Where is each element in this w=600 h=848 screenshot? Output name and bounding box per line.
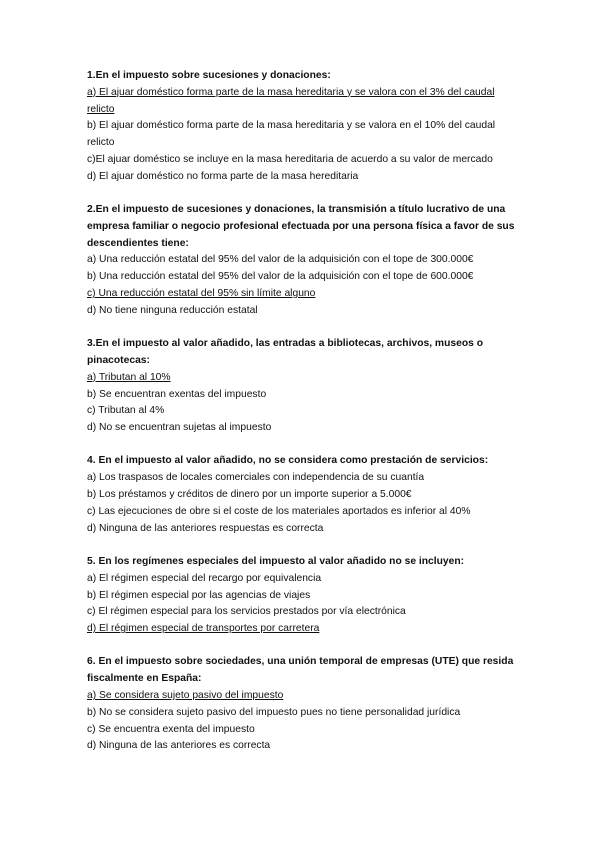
- question-4: [87, 453, 517, 537]
- option-c: c) Las ejecuciones de obre si el coste de los materiales aportados es inferior al 40%: [87, 505, 471, 517]
- question-1: [87, 68, 517, 186]
- question-title: 6. En el impuesto sobre sociedades, una unión temporal de empresas (UTE) que resida fiscalmente en España:: [87, 656, 514, 685]
- option-c: c) Una reducción estatal del 95% sin límite alguno: [87, 288, 316, 300]
- question-6: [87, 654, 517, 755]
- option-d: d) Ninguna de las anteriores respuestas es correcta: [87, 522, 324, 534]
- option-a: a) El régimen especial del recargo por equivalencia: [87, 572, 322, 584]
- option-c: c) Se encuentra exenta del impuesto: [87, 723, 255, 735]
- option-a: a) Tributan al 10%: [87, 371, 171, 383]
- option-a: a) El ajuar doméstico forma parte de la masa hereditaria y se valora con el 3% del caudal relicto: [87, 86, 495, 115]
- option-d: d) El ajuar doméstico no forma parte de la masa hereditaria: [87, 170, 359, 182]
- question-title: 5. En los regímenes especiales del impuesto al valor añadido no se incluyen:: [87, 555, 465, 567]
- option-c: c)El ajuar doméstico se incluye en la masa hereditaria de acuerdo a su valor de mercado: [87, 153, 493, 165]
- option-b: b) No se considera sujeto pasivo del impuesto pues no tiene personalidad jurídica: [87, 706, 461, 718]
- question-5: [87, 554, 517, 638]
- option-b: b) El régimen especial por las agencias de viajes: [87, 589, 311, 601]
- option-c: c) Tributan al 4%: [87, 405, 165, 417]
- option-d: d) El régimen especial de transportes por carretera: [87, 623, 320, 635]
- option-c: c) El régimen especial para los servicios prestados por vía electrónica: [87, 606, 406, 618]
- option-b: b) Los préstamos y créditos de dinero por un importe superior a 5.000€: [87, 489, 412, 501]
- option-a: a) Se considera sujeto pasivo del impuesto: [87, 690, 284, 701]
- option-b: b) Se encuentran exentas del impuesto: [87, 388, 267, 400]
- option-b: b) Una reducción estatal del 95% del valor de la adquisición con el tope de 600.000€: [87, 271, 474, 283]
- exam-page: [87, 68, 517, 772]
- option-a: a) Los traspasos de locales comerciales con independencia de su cuantía: [87, 472, 425, 484]
- question-title: 4. En el impuesto al valor añadido, no se considera como prestación de servicios:: [87, 455, 489, 467]
- option-d: d) Ninguna de las anteriores es correcta: [87, 740, 271, 752]
- question-title: 3.En el impuesto al valor añadido, las entradas a bibliotecas, archivos, museos o pinacotecas:: [87, 338, 483, 366]
- question-title: 1.En el impuesto sobre sucesiones y donaciones:: [87, 70, 331, 81]
- option-a: a) Una reducción estatal del 95% del valor de la adquisición con el tope de 300.000€: [87, 254, 474, 266]
- option-d: d) No se encuentran sujetas al impuesto: [87, 422, 272, 434]
- question-2: [87, 202, 517, 320]
- option-d: d) No tiene ninguna reducción estatal: [87, 304, 258, 316]
- option-b: b) El ajuar doméstico forma parte de la masa hereditaria y se valora en el 10% del caudal relicto: [87, 120, 496, 149]
- question-title: 2.En el impuesto de sucesiones y donaciones, la transmisión a título lucrativo de una empresa familiar o negocio profesional efectuada por una persona física a favor de sus descendientes tiene:: [87, 204, 515, 249]
- question-3: [87, 336, 517, 437]
